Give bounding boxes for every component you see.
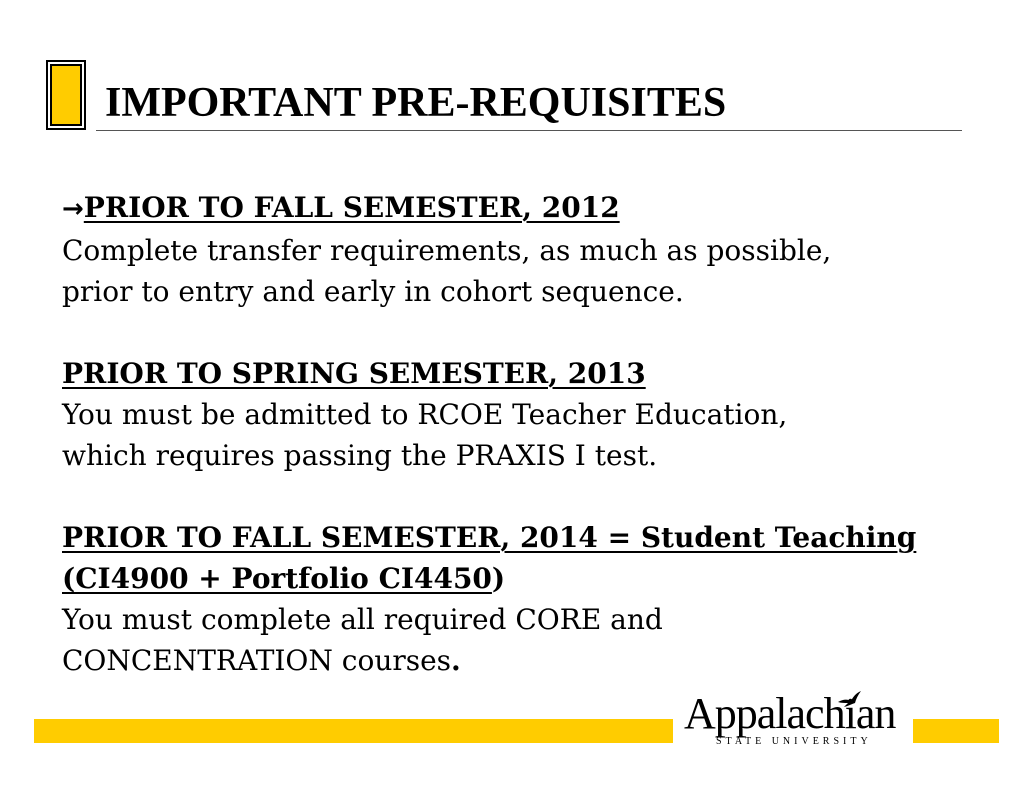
title-divider	[96, 130, 962, 131]
body-text-tail: .	[451, 644, 461, 677]
university-logo	[684, 688, 906, 752]
footer-bar-left	[34, 719, 673, 743]
logo-name: Appalachian	[684, 689, 896, 738]
body-text: CONCENTRATION courses	[62, 644, 452, 677]
section-spring-2013	[62, 353, 962, 476]
section-fall-2014	[62, 517, 962, 681]
section-body-line: prior to entry and early in cohort sequence.	[62, 275, 684, 308]
heading-text: PRIOR TO FALL SEMESTER, 2014 = Student Teaching	[62, 521, 917, 554]
section-body-line: You must complete all required CORE and	[62, 603, 663, 636]
slide-content	[62, 187, 962, 722]
bird-icon	[836, 690, 862, 708]
heading-text: PRIOR TO FALL SEMESTER, 2012	[83, 191, 620, 224]
heading-text: (CI4900 + Portfolio CI4450	[62, 562, 492, 595]
section-body-line: You must be admitted to RCOE Teacher Education,	[62, 398, 788, 431]
section-body-line	[62, 640, 962, 681]
logo-subtitle: STATE UNIVERSITY	[716, 736, 872, 747]
section-heading	[62, 187, 962, 230]
section-heading	[62, 517, 962, 558]
heading-text: PRIOR TO SPRING SEMESTER, 2013	[62, 357, 646, 390]
section-body-line: Complete transfer requirements, as much as possible,	[62, 234, 832, 267]
arrow-right-icon: →	[62, 194, 84, 224]
heading-text-tail: )	[491, 562, 506, 595]
footer-bar-right	[913, 719, 999, 743]
section-heading	[62, 353, 962, 394]
section-heading	[62, 558, 962, 599]
section-body-line: which requires passing the PRAXIS I test.	[62, 439, 658, 472]
page-title: IMPORTANT PRE-REQUISITES	[105, 80, 727, 126]
section-fall-2012	[62, 187, 962, 312]
gold-rectangle-icon	[46, 60, 86, 130]
